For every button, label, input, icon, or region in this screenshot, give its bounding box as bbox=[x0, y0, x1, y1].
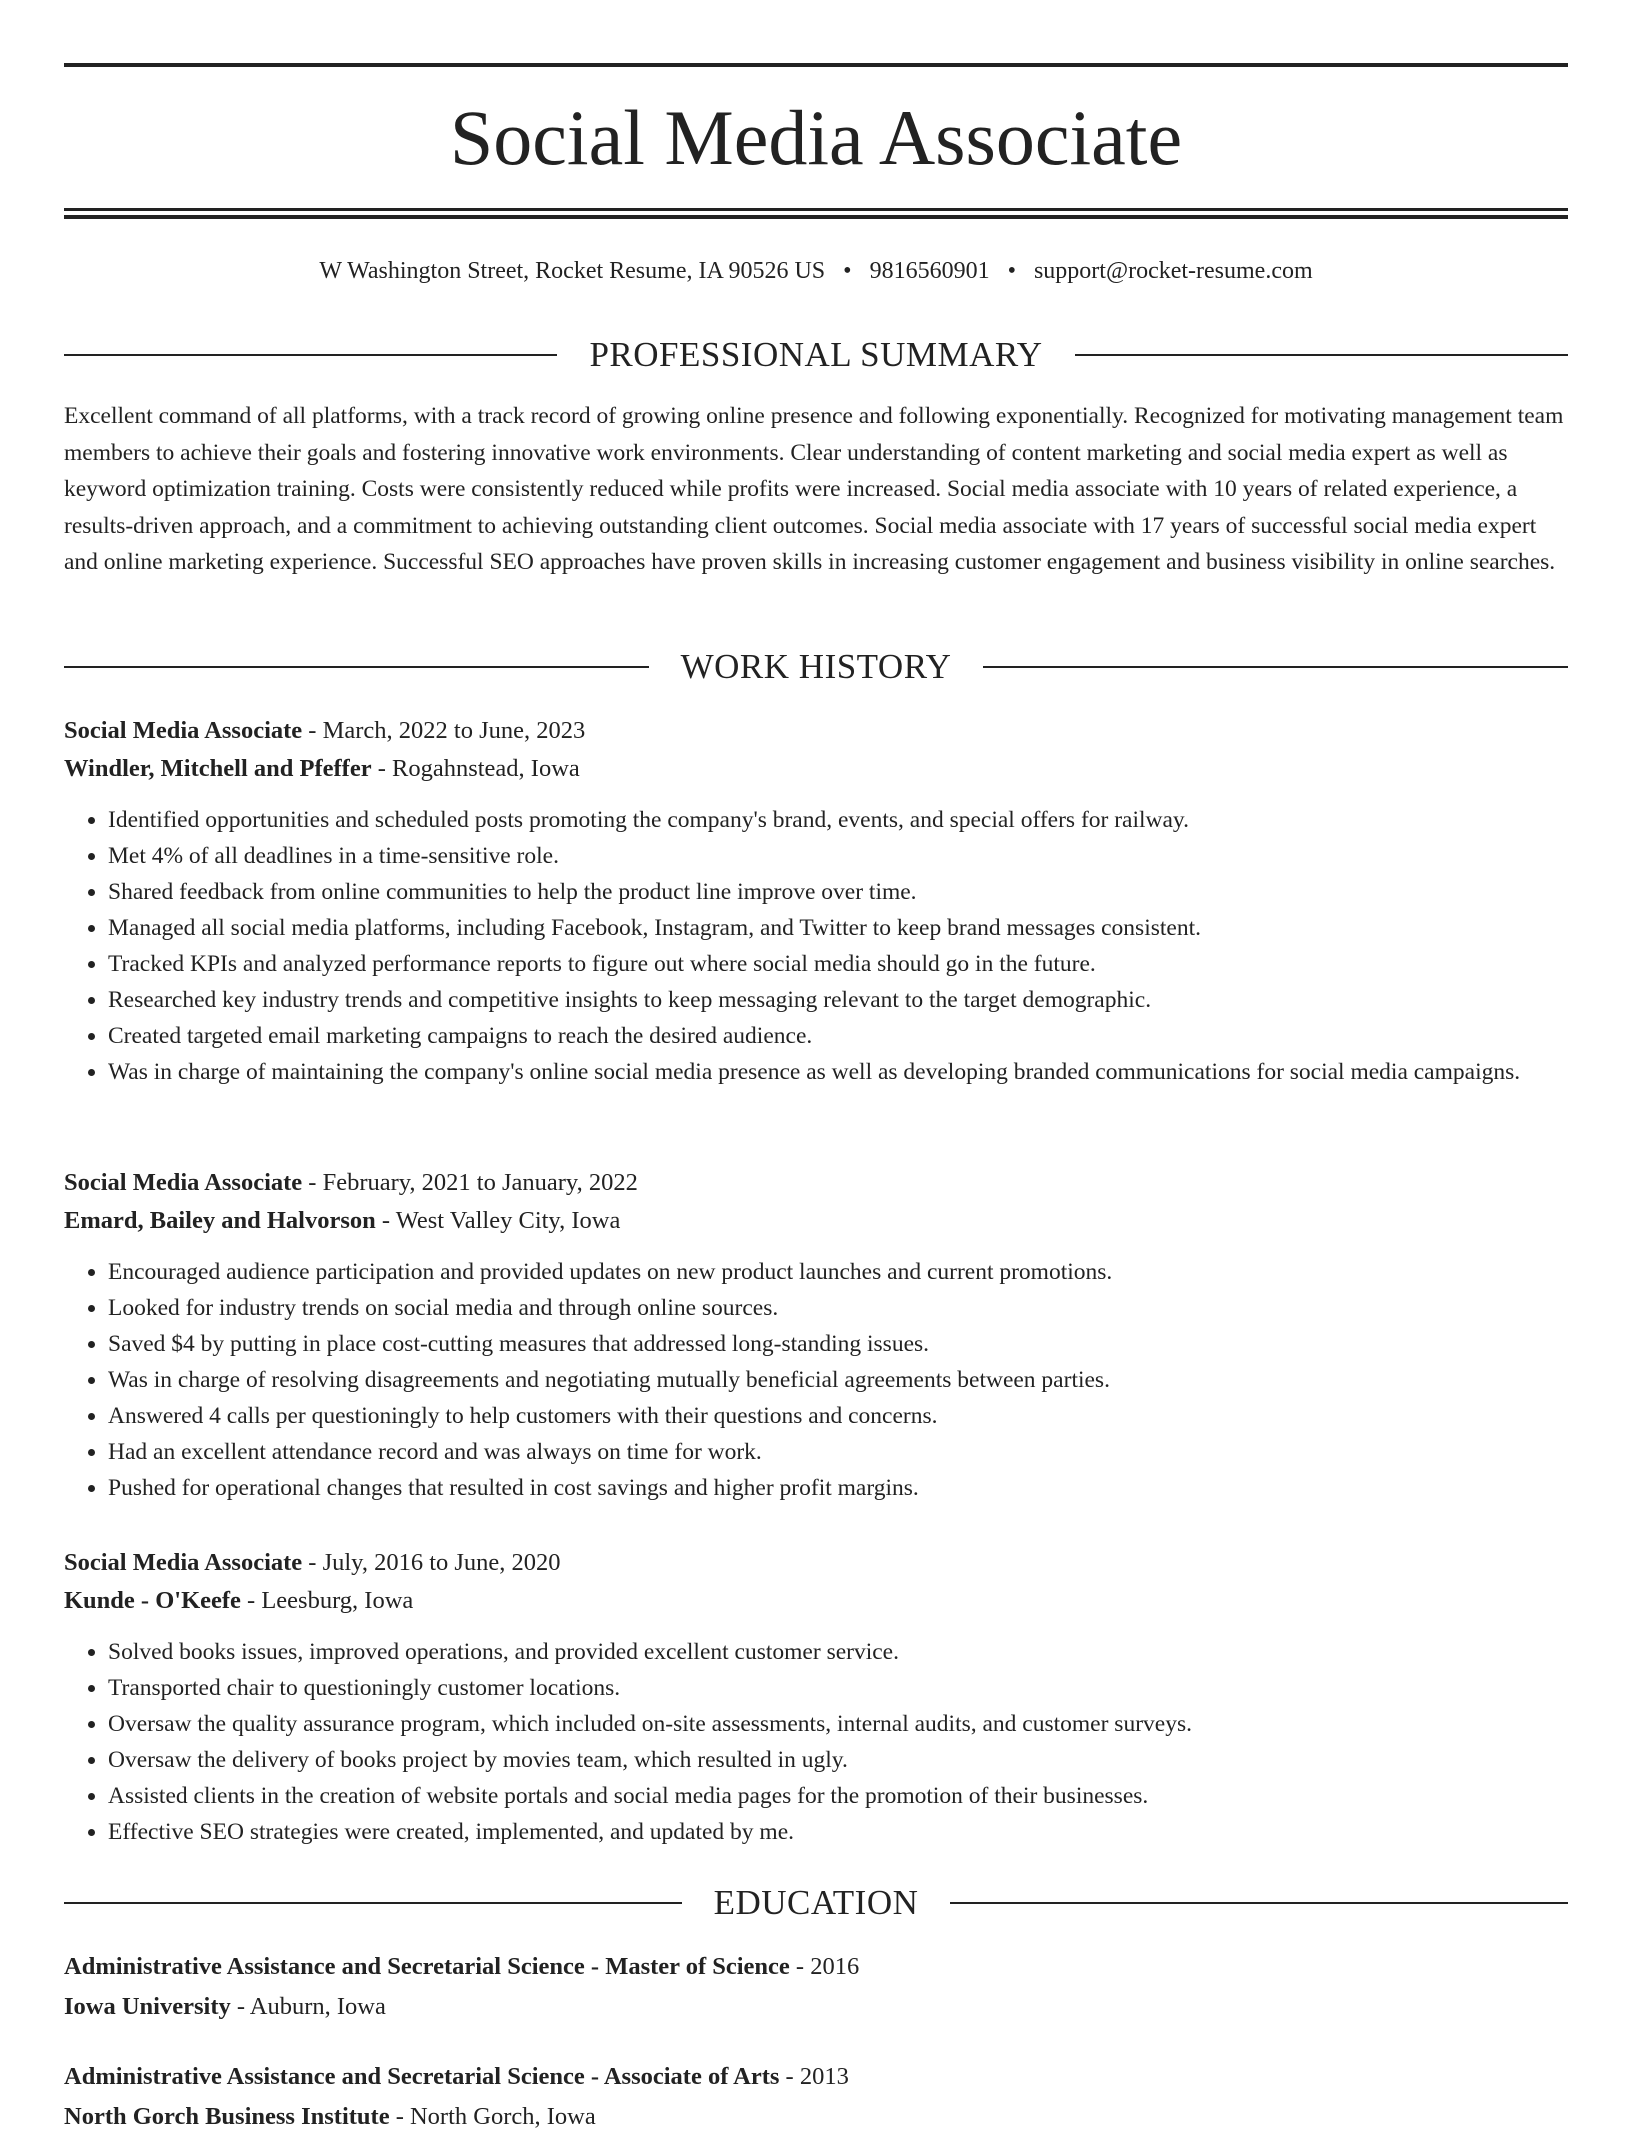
job-location: - West Valley City, Iowa bbox=[375, 1207, 621, 1234]
job-bullet: • Pushed for operational changes that resulted in cost savings and higher profit margins. bbox=[108, 1470, 1568, 1506]
job-company-line bbox=[64, 1582, 1568, 1620]
heading-rule-right bbox=[983, 666, 1568, 668]
job-bullets bbox=[64, 1254, 1568, 1506]
job-role: Social Media Associate bbox=[64, 1549, 303, 1576]
job-role: Social Media Associate bbox=[64, 717, 303, 744]
job-bullet: • Managed all social media platforms, including Facebook, Instagram, and Twitter to keep brand messages consistent. bbox=[108, 910, 1568, 946]
education-school-line bbox=[64, 2097, 1568, 2137]
job-bullet: • Researched key industry trends and competitive insights to keep messaging relevant to the target demographic. bbox=[108, 982, 1568, 1018]
section-heading-label: WORK HISTORY bbox=[680, 647, 952, 686]
title-rule-upper bbox=[64, 208, 1568, 211]
resume-title: Social Media Associate bbox=[449, 94, 1183, 181]
contact-phone: 9816560901 bbox=[869, 258, 990, 284]
job-location: - Leesburg, Iowa bbox=[240, 1587, 414, 1614]
section-heading-summary bbox=[64, 335, 1568, 375]
job-bullet: • Saved $4 by putting in place cost-cutting measures that addressed long-standing issues. bbox=[108, 1326, 1568, 1362]
job-bullet: • Oversaw the quality assurance program, which included on-site assessments, internal audits, and customer surveys. bbox=[108, 1706, 1568, 1742]
job-bullet: • Created targeted email marketing campaigns to reach the desired audience. bbox=[108, 1018, 1568, 1054]
job-location: - Rogahnstead, Iowa bbox=[371, 755, 580, 782]
job-entry bbox=[64, 1544, 1568, 1850]
job-bullet: • Had an excellent attendance record and was always on time for work. bbox=[108, 1434, 1568, 1470]
job-bullet: • Identified opportunities and scheduled posts promoting the company's brand, events, and special offers for railway. bbox=[108, 802, 1568, 838]
education-entry bbox=[64, 2057, 1568, 2137]
job-bullet: • Tracked KPIs and analyzed performance reports to figure out where social media should go in the future. bbox=[108, 946, 1568, 982]
contact-line bbox=[64, 254, 1568, 288]
education-location: - North Gorch, Iowa bbox=[389, 2103, 596, 2130]
title-rule-lower bbox=[64, 215, 1568, 219]
section-heading-work bbox=[64, 647, 1568, 687]
job-bullet: • Transported chair to questioningly customer locations. bbox=[108, 1670, 1568, 1706]
heading-rule-right bbox=[1075, 354, 1568, 356]
job-bullets bbox=[64, 802, 1568, 1090]
contact-email: support@rocket-resume.com bbox=[1033, 258, 1313, 284]
heading-rule-left bbox=[64, 1902, 682, 1904]
job-bullet: • Looked for industry trends on social media and through online sources. bbox=[108, 1290, 1568, 1326]
education-school: North Gorch Business Institute bbox=[64, 2103, 390, 2130]
contact-separator: • bbox=[843, 258, 852, 284]
job-dates: - March, 2022 to June, 2023 bbox=[302, 717, 586, 744]
job-role-line bbox=[64, 712, 1568, 750]
education-school: Iowa University bbox=[64, 1993, 231, 2020]
education-entry bbox=[64, 1947, 1568, 2027]
job-entry bbox=[64, 712, 1568, 1090]
section-heading-label: PROFESSIONAL SUMMARY bbox=[589, 335, 1043, 374]
job-bullet: • Was in charge of resolving disagreements and negotiating mutually beneficial agreements between parties. bbox=[108, 1362, 1568, 1398]
job-company-line bbox=[64, 750, 1568, 788]
job-bullet: • Shared feedback from online communities to help the product line improve over time. bbox=[108, 874, 1568, 910]
education-degree: Administrative Assistance and Secretarial Science - Master of Science bbox=[64, 1953, 790, 1980]
job-dates: - July, 2016 to June, 2020 bbox=[302, 1549, 561, 1576]
job-bullet: • Solved books issues, improved operations, and provided excellent customer service. bbox=[108, 1634, 1568, 1670]
job-bullets bbox=[64, 1634, 1568, 1850]
job-role-line bbox=[64, 1544, 1568, 1582]
heading-rule-left bbox=[64, 666, 649, 668]
heading-rule-left bbox=[64, 354, 557, 356]
contact-separator: • bbox=[1007, 258, 1016, 284]
heading-rule-right bbox=[950, 1902, 1568, 1904]
job-bullet: • Was in charge of maintaining the company's online social media presence as well as developing branded communications for social media campaigns. bbox=[108, 1054, 1568, 1090]
job-bullet: • Encouraged audience participation and provided updates on new product launches and current promotions. bbox=[108, 1254, 1568, 1290]
education-location: - Auburn, Iowa bbox=[230, 1993, 386, 2020]
job-role: Social Media Associate bbox=[64, 1169, 303, 1196]
section-heading-label: EDUCATION bbox=[713, 1883, 919, 1922]
job-bullet: • Assisted clients in the creation of website portals and social media pages for the promotion of their businesses. bbox=[108, 1778, 1568, 1814]
education-degree-line bbox=[64, 2057, 1568, 2097]
contact-address: W Washington Street, Rocket Resume, IA 90526 US bbox=[319, 258, 826, 284]
job-company: Windler, Mitchell and Pfeffer bbox=[64, 755, 372, 782]
job-company: Kunde - O'Keefe bbox=[64, 1587, 241, 1614]
education-degree: Administrative Assistance and Secretarial Science - Associate of Arts bbox=[64, 2063, 780, 2090]
job-bullet: • Oversaw the delivery of books project by movies team, which resulted in ugly. bbox=[108, 1742, 1568, 1778]
job-bullet: • Effective SEO strategies were created, implemented, and updated by me. bbox=[108, 1814, 1568, 1850]
job-bullet: • Answered 4 calls per questioningly to help customers with their questions and concerns. bbox=[108, 1398, 1568, 1434]
section-heading-education bbox=[64, 1883, 1568, 1923]
job-role-line bbox=[64, 1164, 1568, 1202]
job-company-line bbox=[64, 1202, 1568, 1240]
education-degree-line bbox=[64, 1947, 1568, 1987]
summary-text: Excellent command of all platforms, with a track record of growing online presence and following exponentially. Recognized for motivating management team members to achieve their goals and fostering innovative work environments. Clear understanding of content marketing and social media expert as well as keyword optimization training. Costs were consistently reduced while profits were increased. Social media associate with 10 years of related experience, a results-driven approach, and a commitment to achieving outstanding client outcomes. Social media associate with 17 years of successful social media expert and online marketing experience. Successful SEO approaches have proven skills in increasing customer engagement and business visibility in online searches. bbox=[64, 403, 1564, 575]
job-dates: - February, 2021 to January, 2022 bbox=[302, 1169, 638, 1196]
education-year: - 2013 bbox=[779, 2063, 849, 2090]
education-year: - 2016 bbox=[789, 1953, 860, 1980]
job-company: Emard, Bailey and Halvorson bbox=[64, 1207, 376, 1234]
education-school-line bbox=[64, 1987, 1568, 2027]
top-rule bbox=[64, 63, 1568, 67]
job-entry bbox=[64, 1164, 1568, 1506]
job-bullet: • Met 4% of all deadlines in a time-sensitive role. bbox=[108, 838, 1568, 874]
